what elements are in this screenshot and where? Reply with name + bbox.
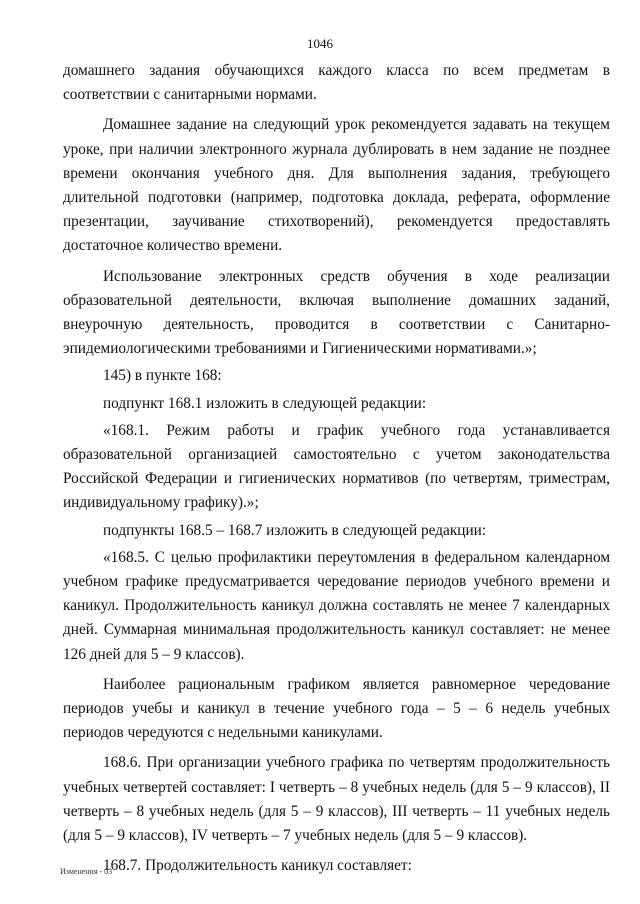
paragraph-168-5: «168.5. С целью профилактики переутомления в федеральном календарном учебном графике предусматривается чередование периодов учебного времени и каникул. Продолжительность каникул должна составлять не менее 7 календарных дней. Суммарная минимальная продолжительность каникул составляет: не менее 126 дней для 5 – 9 классов). [63,548,610,663]
paragraph-electronic-tools: Использование электронных средств обучения в ходе реализации образовательной деятельности, включая выполнение домашних заданий, внеурочную деятельность, проводится в соответствии с Санитарно-эпидемиологическими требованиями и Гигиеническими нормативами.»; [63,267,610,358]
paragraph-homework-assignment: Домашнее задание на следующий урок рекомендуется задавать на текущем уроке, при наличии электронного журнала дублировать в нем задание не позднее времени окончания учебного дня. Для выполнения задания, требующего длительной подготовки (например, подготовка доклада, реферата, оформление презентации, заучивание стихотворений), рекомендуется предоставлять достаточное количество времени. [63,116,610,255]
page-number: 1046 [307,36,333,51]
paragraph-168-1: «168.1. Режим работы и график учебного года устанавливается образовательной организацией самостоятельно с учетом законодательства Российской Федерации и гигиенических нормативов (по четвертям, триместрам, индивидуальному графику).»; [63,421,610,512]
paragraph-subitems-168-5-168-7-intro: подпункты 168.5 – 168.7 изложить в следующей редакции: [103,521,487,539]
paragraph-homework-norms: домашнего задания обучающихся каждого класса по всем предметам в соответствии с санитарными нормами. [63,62,610,104]
paragraph-168-7: 168.7. Продолжительность каникул составляет: [103,857,412,875]
paragraph-rational-schedule: Наиболее рациональным графиком является равномерное чередование периодов учебы и каникул в течение учебного года – 5 – 6 недель учебных периодов чередуются с недельными каникулами. [63,675,610,742]
paragraph-168-6: 168.6. При организации учебного графика по четвертям продолжительность учебных четвертей составляет: I четверть – 8 учебных недель (для 5 – 9 классов), II четверть – 8 учебных недель (для 5 – 9 классов), III четверть – 11 учебных недель (для 5 – 9 классов), IV четверть – 7 учебных недель (для 5 – 9 классов). [63,754,610,845]
paragraph-subitem-168-1-intro: подпункт 168.1 изложить в следующей редакции: [103,394,427,412]
paragraph-item-145: 145) в пункте 168: [103,367,222,385]
document-body [63,59,610,879]
footer-revision-label: Изменения - 03 [60,867,113,876]
